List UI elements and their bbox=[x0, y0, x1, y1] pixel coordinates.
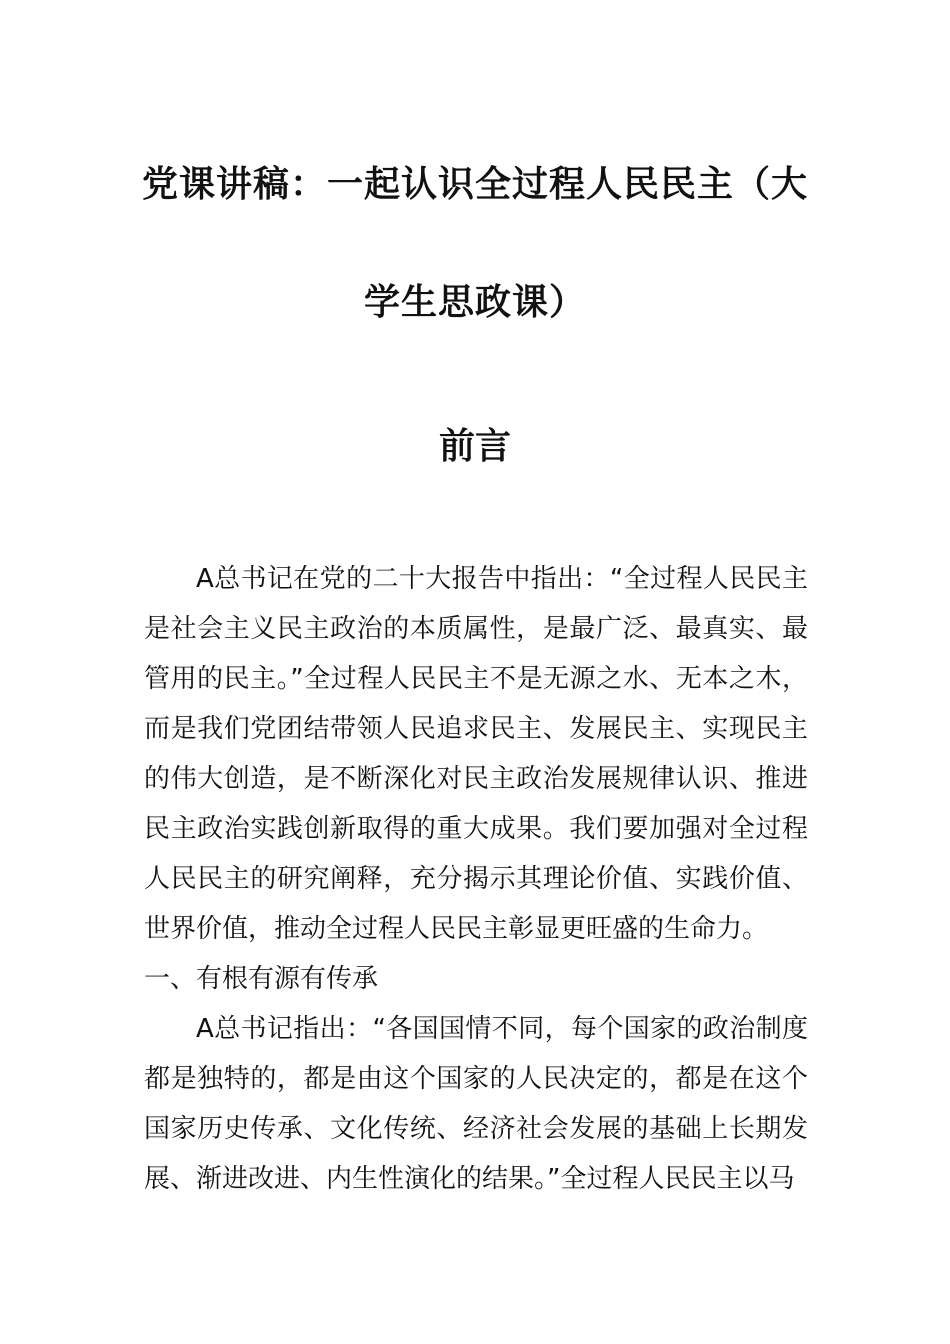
section-1-heading: 一、有根有源有传承 bbox=[144, 964, 379, 994]
document-title-line-2: 学生思政课） bbox=[363, 282, 586, 323]
paragraph-1: A总书记在党的二十大报告中指出：“全过程人民民主是社会主义民主政治的本质属性，是最广泛、最真实、最管用的民主。”全过程人民民主不是无源之水、无本之木，而是我们党团结带领人民追求民主、发展民主、实现民主的伟大创造，是不断深化对民主政治发展规律认识、推进民主政治实践创新取得的重大成果。我们要加强对全过程人民民主的研究阐释，充分揭示其理论价值、实践价值、世界价值，推动全过程人民民主彰显更旺盛的生命力。 bbox=[144, 564, 808, 944]
document-body bbox=[144, 554, 808, 1204]
preface-heading: 前言 bbox=[438, 426, 511, 467]
paragraph-2: A总书记指出：“各国国情不同，每个国家的政治制度都是独特的，都是由这个国家的人民决定的，都是在这个国家历史传承、文化传统、经济社会发展的基础上长期发展、渐进改进、内生性演化的结果。”全过程人民民主以马 bbox=[144, 1014, 808, 1194]
document-title-line-1: 党课讲稿：一起认识全过程人民民主（大 bbox=[141, 164, 808, 205]
